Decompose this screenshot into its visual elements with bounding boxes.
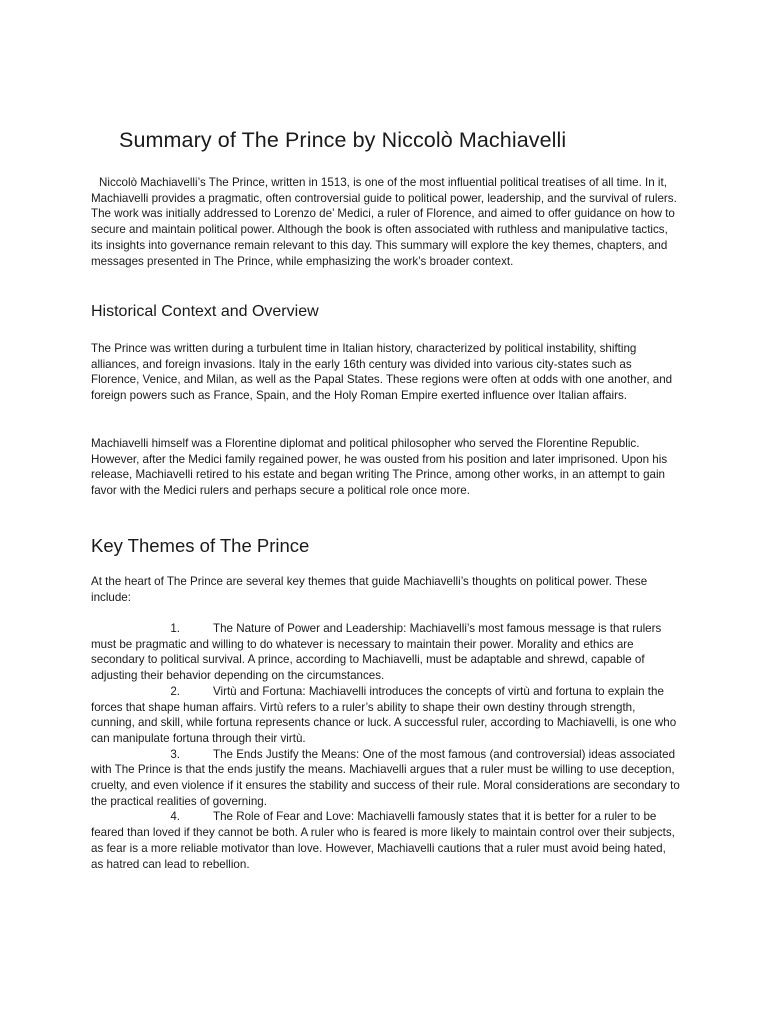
list-number: 1. <box>170 622 180 635</box>
list-item <box>91 747 681 810</box>
list-text: The Role of Fear and Love: Machiavelli famously states that it is better for a ruler to be feared than loved if they cannot be both. A ruler who is feared is more likely to maintain control over their subjects, as fear is a more reliable motivator than love. However, Machiavelli cautions that a ruler must avoid being hated, as hatred can lead to rebellion. <box>91 810 675 871</box>
list-item <box>91 809 681 872</box>
list-number: 2. <box>170 684 180 698</box>
list-number: 3. <box>170 747 180 761</box>
section-heading-historical-context: Historical Context and Overview <box>91 303 319 320</box>
intro-paragraph: Niccolò Machiavelli’s The Prince, written in 1513, is one of the most influential political treatises of all time. In it, Machiavelli provides a pragmatic, often controversial guide to political power, leadership, and the survival of rulers. The work was initially addressed to Lorenzo de’ Medici, a ruler of Florence, and aimed to offer guidance on how to secure and maintain political power. Although the book is often associated with ruthless and manipulative tactics, its insights into governance remain relevant to this day. This summary will explore the key themes, chapters, and messages presented in The Prince, while emphasizing the work’s broader context. <box>91 176 677 268</box>
context-paragraph-1: The Prince was written during a turbulent time in Italian history, characterized by political instability, shifting alliances, and foreign invasions. Italy in the early 16th century was divided into various city-states such as Florence, Venice, and Milan, as well as the Papal States. These regions were often at odds with one another, and foreign powers such as France, Spain, and the Holy Roman Empire exerted influence over Italian affairs. <box>91 342 673 403</box>
list-text: Virtù and Fortuna: Machiavelli introduces the concepts of virtù and fortuna to explain the forces that shape human affairs. Virtù refers to a ruler’s ability to shape their own destiny through strength, cunning, and skill, while fortuna represents chance or luck. A successful ruler, according to Machiavelli, is one who can manipulate fortuna through their virtù. <box>91 684 677 745</box>
themes-list <box>91 621 681 872</box>
list-item <box>91 621 681 684</box>
document-title: Summary of The Prince by Niccolò Machiavelli <box>119 128 567 152</box>
list-text: The Ends Justify the Means: One of the most famous (and controversial) ideas associated with The Prince is that the ends justify the means. Machiavelli argues that a ruler must be willing to use deception, cruelty, and even violence if it ensures the stability and success of their rule. Moral considerations are secondary to the practical realities of governing. <box>91 747 680 808</box>
context-paragraph-2: Machiavelli himself was a Florentine diplomat and political philosopher who served the Florentine Republic. However, after the Medici family regained power, he was ousted from his position and later imprisoned. Upon his release, Machiavelli retired to his estate and began writing The Prince, among other works, in an attempt to gain favor with the Medici rulers and perhaps secure a political role once more. <box>91 437 668 498</box>
list-number: 4. <box>170 810 180 824</box>
section-heading-key-themes: Key Themes of The Prince <box>91 535 310 556</box>
list-item <box>91 684 681 747</box>
key-themes-lead: At the heart of The Prince are several key themes that guide Machiavelli’s thoughts on political power. These include: <box>91 575 648 604</box>
list-text: The Nature of Power and Leadership: Machiavelli’s most famous message is that rulers must be pragmatic and willing to do whatever is necessary to maintain their power. Morality and ethics are secondary to political survival. A prince, according to Machiavelli, must be adaptable and shrewd, capable of adjusting their behavior depending on the circumstances. <box>91 622 662 683</box>
